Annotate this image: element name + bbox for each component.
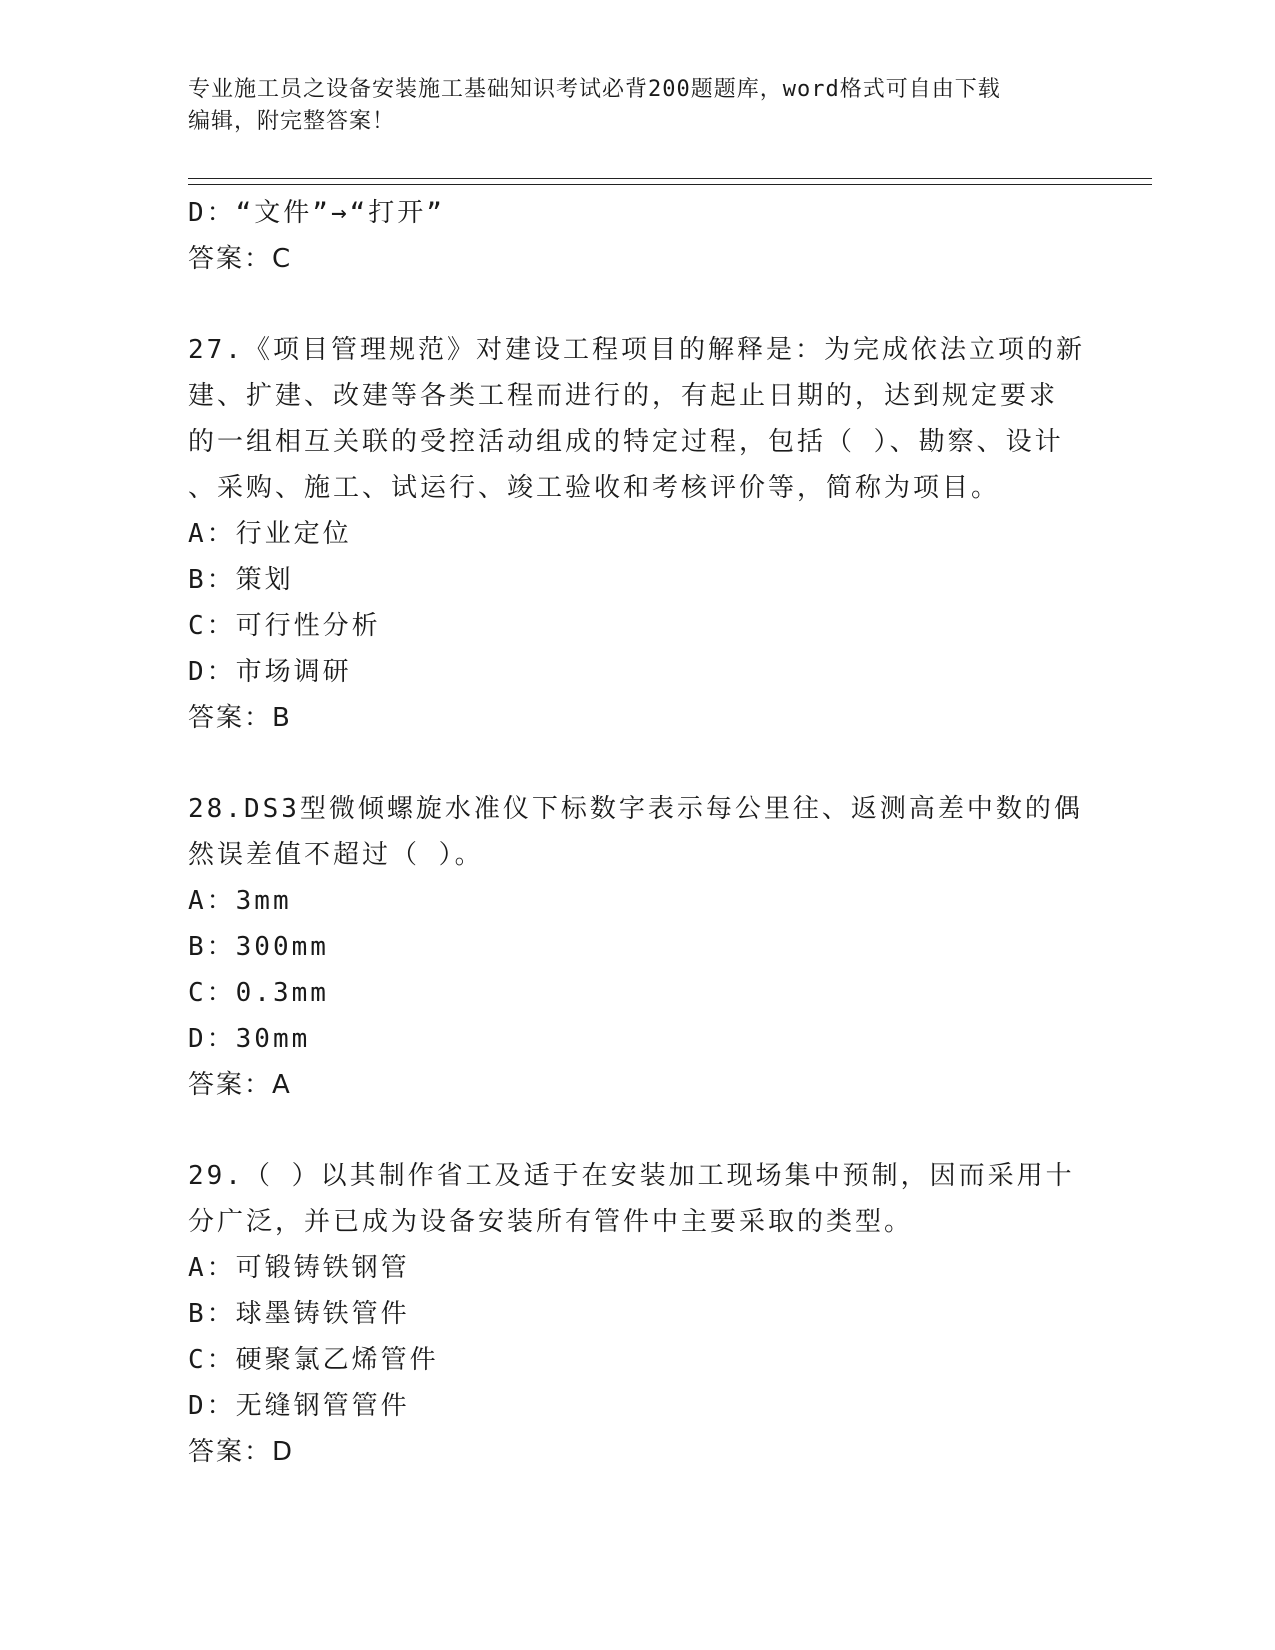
document-header bbox=[188, 74, 1088, 138]
question-text-line: 27.《项目管理规范》对建设工程项目的解释是：为完成依法立项的新 bbox=[188, 335, 1085, 365]
option-d: D：无缝钢管管件 bbox=[188, 1391, 410, 1421]
option-a: A：行业定位 bbox=[188, 519, 352, 549]
question-text-line: 28.DS3型微倾螺旋水准仪下标数字表示每公里往、返测高差中数的偶 bbox=[188, 794, 1083, 824]
answer: 答案：B bbox=[188, 703, 292, 733]
answer: 答案：D bbox=[188, 1437, 295, 1467]
option-b: B：球墨铸铁管件 bbox=[188, 1299, 410, 1329]
prev-answer: 答案：C bbox=[188, 244, 293, 274]
question-text-line: 分广泛，并已成为设备安装所有管件中主要采取的类型。 bbox=[188, 1207, 914, 1237]
header-divider-top bbox=[188, 178, 1152, 179]
header-divider-bottom bbox=[188, 184, 1152, 185]
question-28 bbox=[188, 786, 1088, 1108]
option-d: D：30mm bbox=[188, 1024, 311, 1054]
header-line-1: 专业施工员之设备安装施工基础知识考试必背200题题库，word格式可自由下载 bbox=[188, 77, 1001, 102]
question-text-line: 然误差值不超过（ ）。 bbox=[188, 840, 484, 870]
question-text-line: 29.（ ）以其制作省工及适于在安装加工现场集中预制，因而采用十 bbox=[188, 1161, 1075, 1191]
option-d: D：市场调研 bbox=[188, 657, 352, 687]
question-text-line: 的一组相互关联的受控活动组成的特定过程，包括（ ）、勘察、设计 bbox=[188, 427, 1064, 457]
option-b: B：300mm bbox=[188, 932, 329, 962]
question-text-line: 建、扩建、改建等各类工程而进行的，有起止日期的，达到规定要求 bbox=[188, 381, 1059, 411]
question-29 bbox=[188, 1153, 1088, 1475]
option-c: C：可行性分析 bbox=[188, 611, 381, 641]
header-line-2: 编辑，附完整答案！ bbox=[188, 109, 396, 134]
option-a: A：3mm bbox=[188, 886, 292, 916]
option-c: C：0.3mm bbox=[188, 978, 329, 1008]
question-text-line: 、采购、施工、试运行、竣工验收和考核评价等，简称为项目。 bbox=[188, 473, 1001, 503]
option-a: A：可锻铸铁钢管 bbox=[188, 1253, 410, 1283]
question-27 bbox=[188, 327, 1088, 741]
prev-option-d: D：“文件”→“打开” bbox=[188, 198, 445, 228]
answer: 答案：A bbox=[188, 1070, 292, 1100]
question-content bbox=[188, 190, 1088, 1475]
option-c: C：硬聚氯乙烯管件 bbox=[188, 1345, 439, 1375]
option-b: B：策划 bbox=[188, 565, 294, 595]
